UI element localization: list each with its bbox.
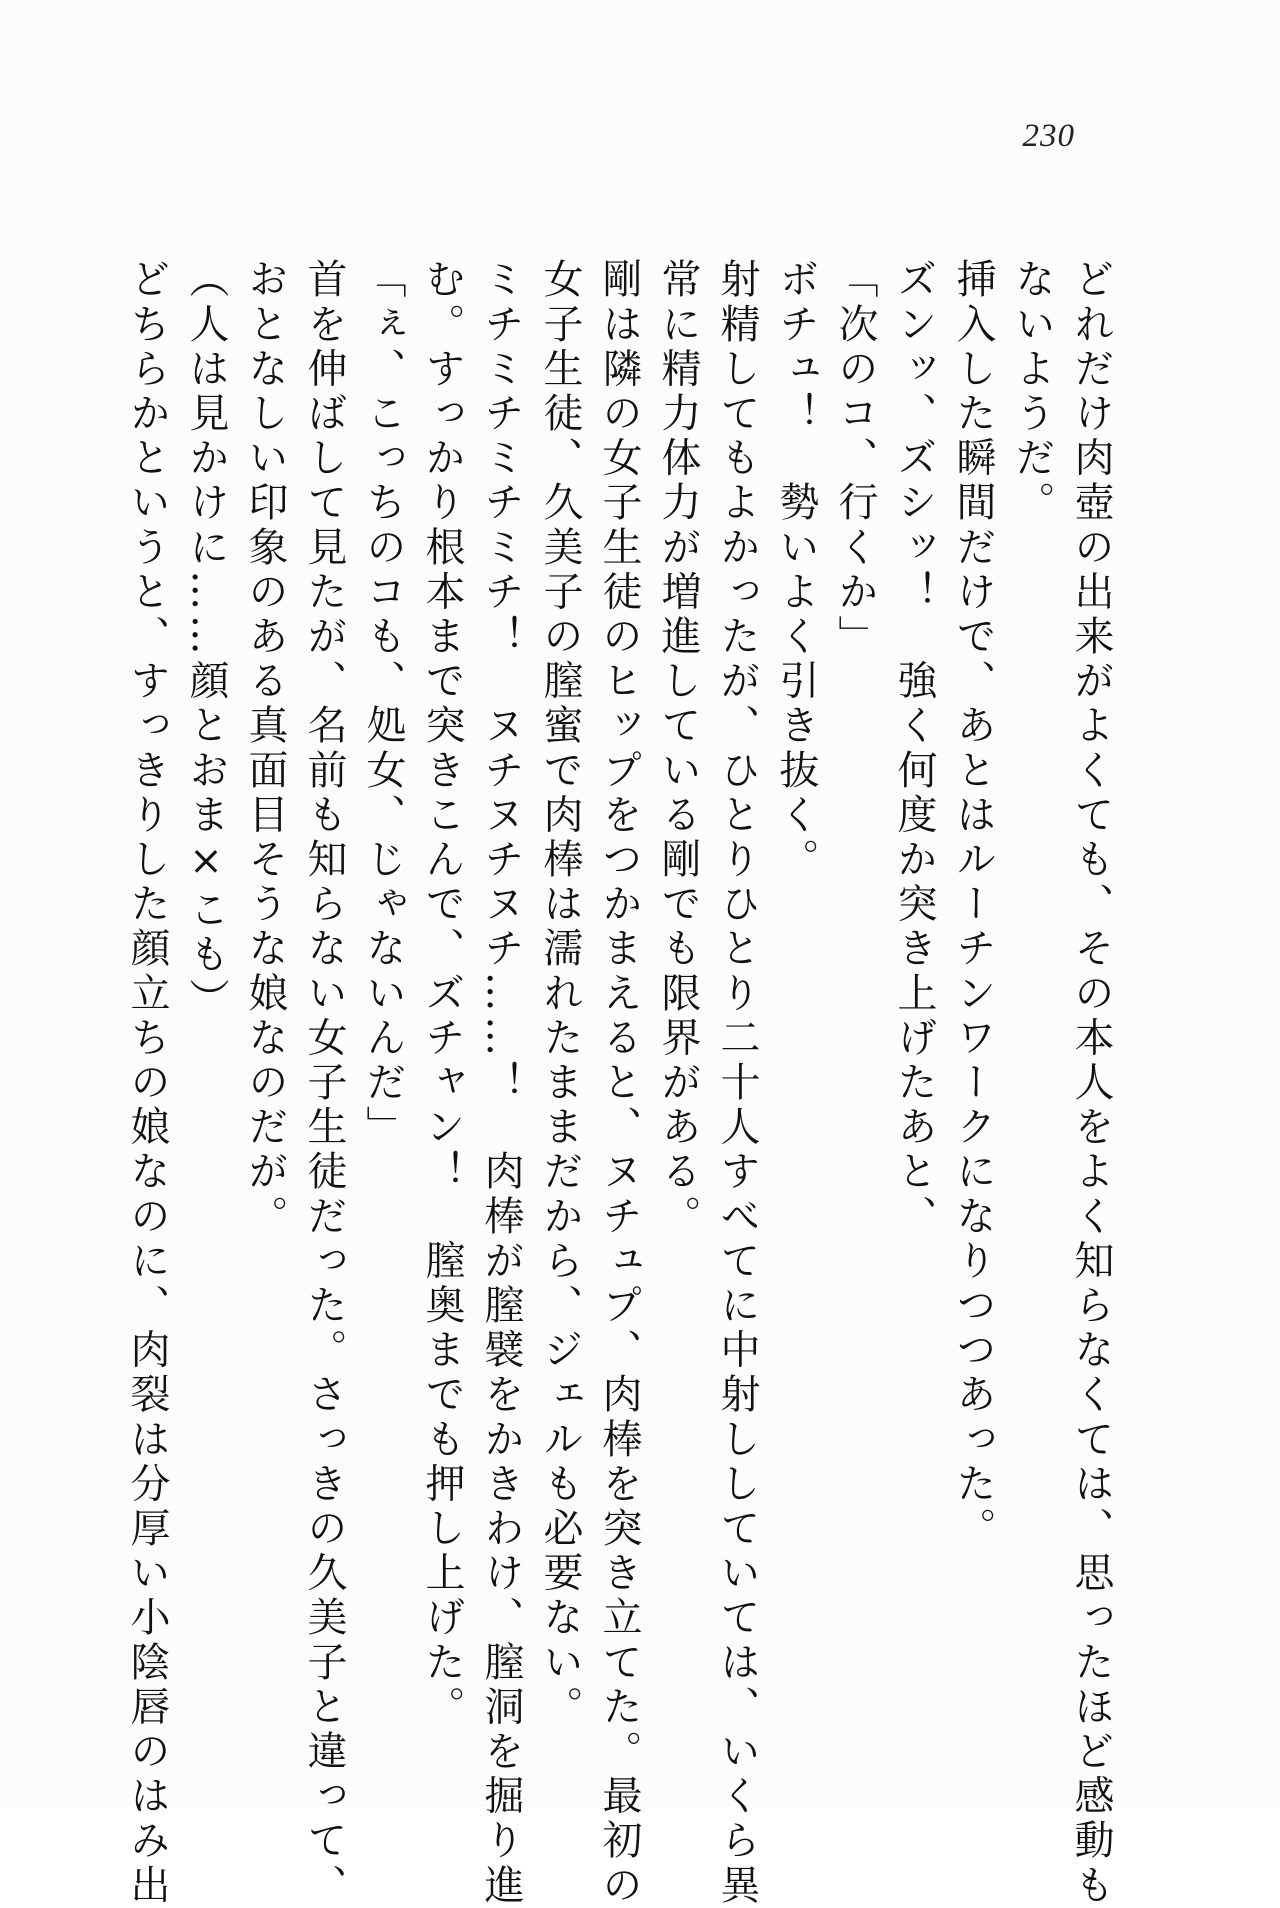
text-line: （人は見かけに……顔とおま×こも） xyxy=(183,258,229,1023)
text-line: 「次のコ、行くか」 xyxy=(832,258,878,660)
text-line: 射精してもよかったが、ひとりひとり二十人すべてに中射ししていては、いくら異 xyxy=(714,258,760,1908)
text-line: 挿入した瞬間だけで、あとはルーチンワークになりつつあった。 xyxy=(950,258,996,1552)
text-line: ミチミチミチミチ！ ヌチヌチヌチ……！ 肉棒が膣襞をかきわけ、膣洞を掘り進 xyxy=(478,258,524,1908)
text-line: 「ぇ、こっちのコも、処女、じゃないんだ」 xyxy=(360,258,406,1150)
page-number: 230 xyxy=(1022,118,1075,154)
text-line: おとなしい印象のある真面目そうな娘なのだが。 xyxy=(242,258,288,1240)
text-line: ボチュ！ 勢いよく引き抜く。 xyxy=(773,258,819,883)
text-line: む。すっかり根本まで突きこんで、ズチャン！ 膣奥までも押し上げた。 xyxy=(419,258,465,1730)
text-line: どちらかというと、すっきりした顔立ちの娘なのに、肉裂は分厚い小陰唇のはみ出 xyxy=(124,258,170,1908)
text-line: 女子生徒、久美子の膣蜜で肉棒は濡れたままだから、ジェルも必要ない。 xyxy=(537,258,583,1730)
text-line: 首を伸ばして見たが、名前も知らない女子生徒だった。さっきの久美子と違って、 xyxy=(301,258,347,1908)
text-line: どれだけ肉壺の出来がよくても、その本人をよく知らなくては、思ったほど感動も xyxy=(1068,258,1114,1908)
body-text xyxy=(124,258,1120,1908)
text-line: ないようだ。 xyxy=(1009,258,1055,526)
text-line: 剛は隣の女子生徒のヒップをつかまえると、ヌチュプ、肉棒を突き立てた。最初の xyxy=(596,258,642,1908)
text-line: ズンッ、ズシッ！ 強く何度か突き上げたあと、 xyxy=(891,258,937,1240)
text-line: 常に精力体力が増進している剛でも限界がある。 xyxy=(655,258,701,1240)
